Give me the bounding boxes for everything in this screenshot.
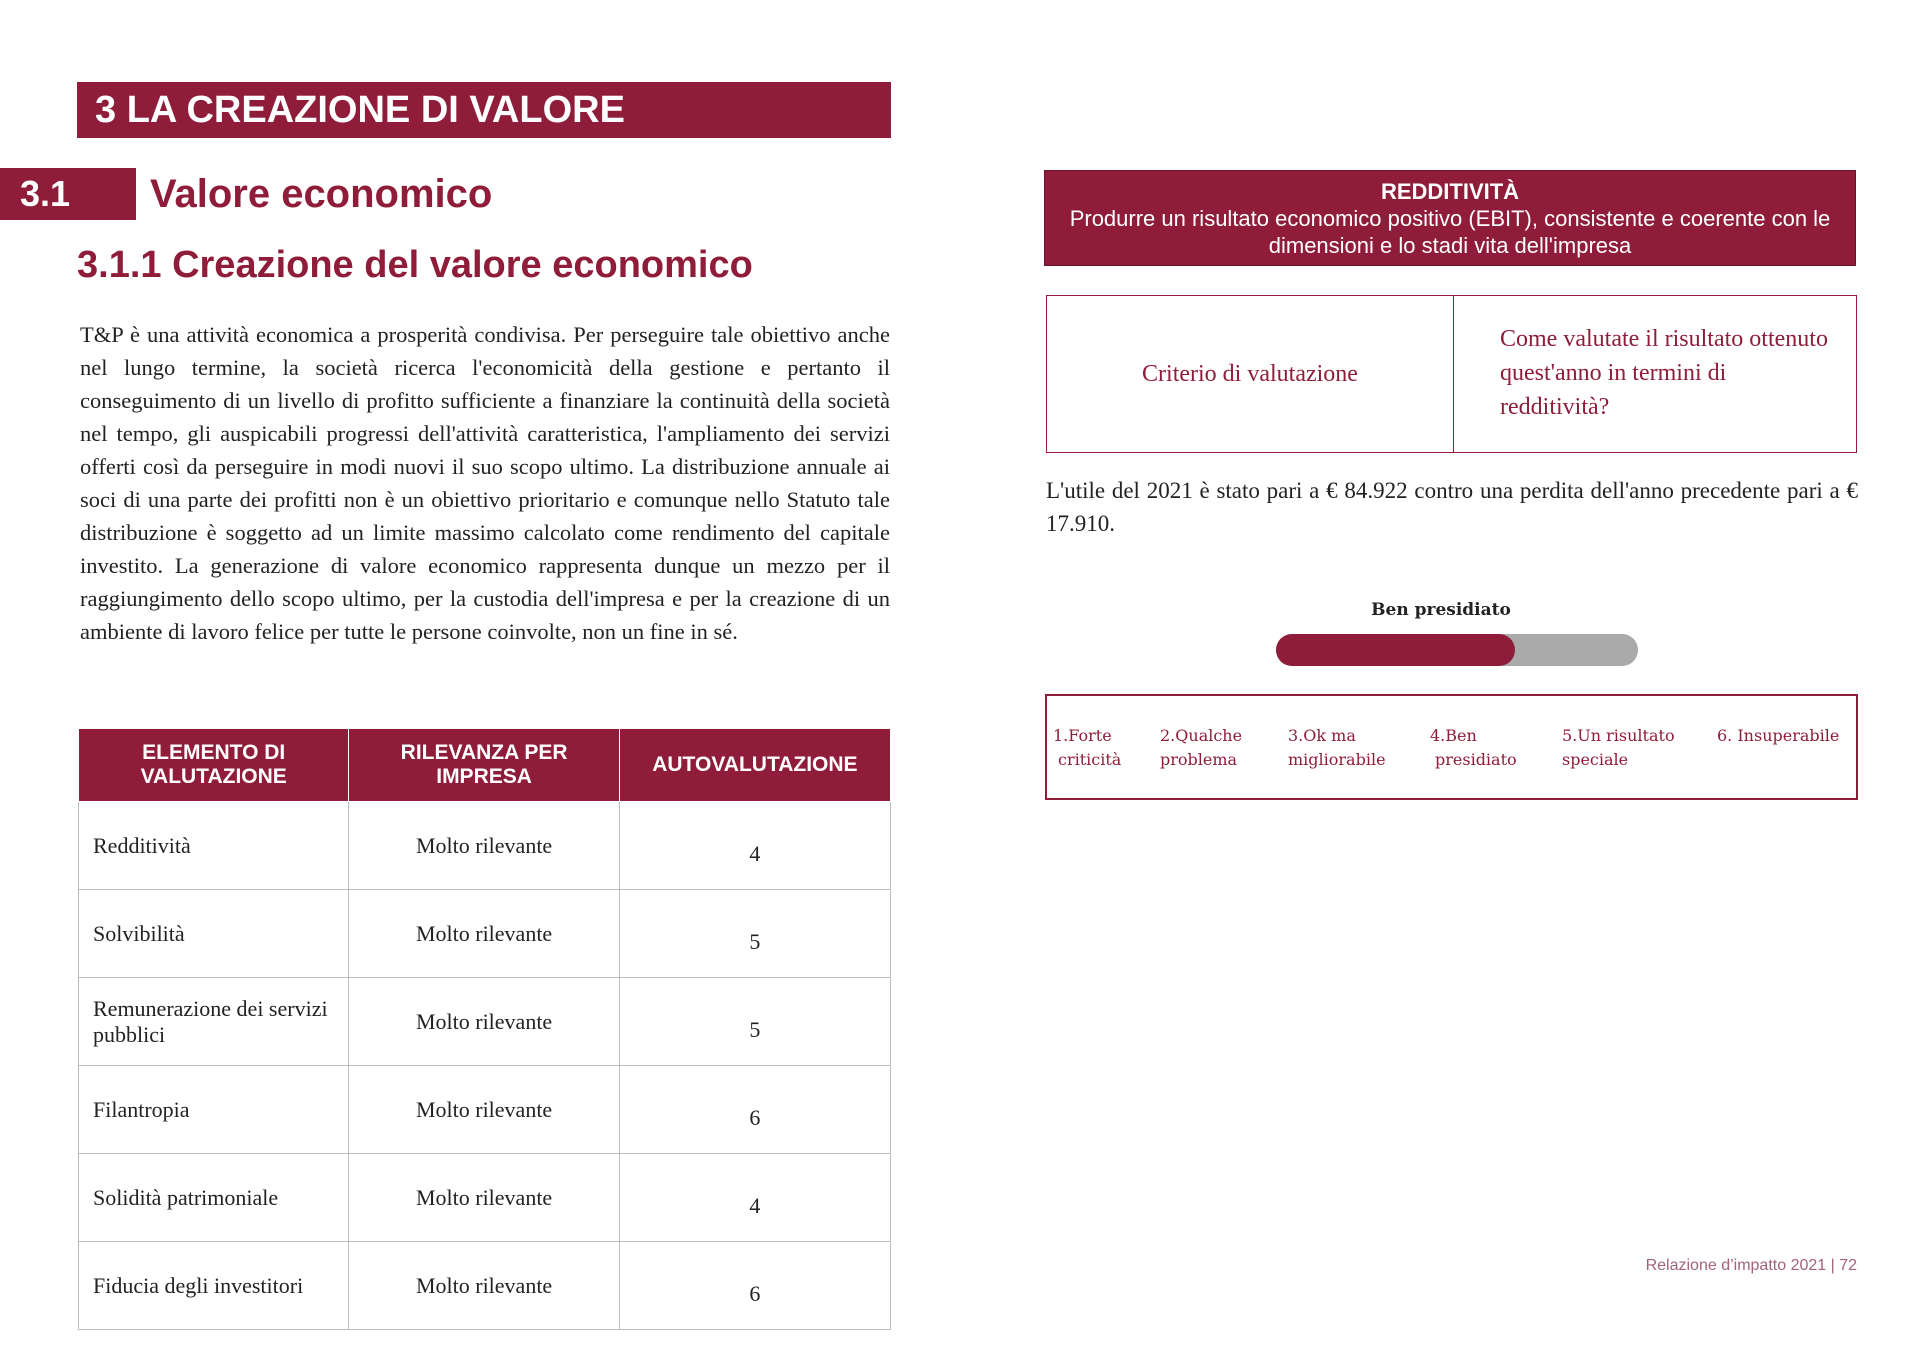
- section-number: 3.1: [0, 168, 136, 220]
- cell-element: Redditività: [79, 802, 349, 890]
- result-paragraph: L'utile del 2021 è stato pari a € 84.922 contro una perdita dell'anno precedente pari a € 17.910.: [1046, 478, 1858, 536]
- scale-item-line: migliorabile: [1288, 750, 1386, 769]
- scale-item-line: 2.Qualche: [1160, 726, 1243, 745]
- scale-item-line: 4.Ben: [1430, 726, 1477, 745]
- section-title: Valore economico: [150, 172, 493, 216]
- header-relevance: RILEVANZA PER IMPRESA: [349, 729, 619, 802]
- cell-element: Remunerazione dei servizi pubblici: [79, 978, 349, 1066]
- gauge-track: [1276, 634, 1638, 666]
- cell-relevance: Molto rilevante: [349, 1242, 619, 1330]
- table-row: [79, 1154, 891, 1242]
- scale-item-line: 1.Forte: [1053, 726, 1112, 745]
- scale-item-6: [1717, 724, 1839, 748]
- header-element: ELEMENTO DI VALUTAZIONE: [79, 729, 349, 802]
- chapter-title: 3 LA CREAZIONE DI VALORE: [77, 82, 891, 138]
- subsection-title: 3.1.1 Creazione del valore economico: [77, 244, 753, 286]
- scale-item-4: [1430, 724, 1517, 772]
- cell-score: 5: [619, 978, 890, 1066]
- scale-item-line: presidiato: [1435, 750, 1517, 769]
- scale-item-line: 6. Insuperabile: [1717, 726, 1840, 745]
- cell-relevance: Molto rilevante: [349, 802, 619, 890]
- criteria-question: Come valutate il risultato ottenuto quest'anno in termini di redditività?: [1500, 326, 1828, 420]
- cell-score: 6: [619, 1242, 890, 1330]
- cell-score: 5: [619, 890, 890, 978]
- cell-relevance: Molto rilevante: [349, 978, 619, 1066]
- cell-element: Solvibilità: [79, 890, 349, 978]
- evaluation-table: [78, 728, 891, 1330]
- scale-item-line: 5.Un risultato: [1562, 726, 1675, 745]
- cell-score: 6: [619, 1066, 890, 1154]
- table-row: [79, 1066, 891, 1154]
- table-row: [79, 1242, 891, 1330]
- scale-item-line: speciale: [1562, 750, 1629, 769]
- cell-relevance: Molto rilevante: [349, 1066, 619, 1154]
- goal-description: Produrre un risultato economico positivo (EBIT), consistente e coerente con le dimensioni e lo stadi vita dell'impresa: [1069, 206, 1831, 258]
- table-row: [79, 890, 891, 978]
- cell-element: Solidità patrimoniale: [79, 1154, 349, 1242]
- scale-item-line: problema: [1160, 750, 1238, 769]
- criteria-box: [1046, 295, 1857, 453]
- scale-item-3: [1288, 724, 1386, 772]
- cell-element: Fiducia degli investitori: [79, 1242, 349, 1330]
- scale-item-line: 3.Ok ma: [1288, 726, 1356, 745]
- cell-relevance: Molto rilevante: [349, 890, 619, 978]
- cell-score: 4: [619, 802, 890, 890]
- scale-item-line: criticità: [1058, 750, 1122, 769]
- header-self-assessment: AUTOVALUTAZIONE: [619, 729, 890, 802]
- cell-relevance: Molto rilevante: [349, 1154, 619, 1242]
- intro-paragraph: T&P è una attività economica a prosperità condivisa. Per perseguire tale obiettivo anche nel lungo termine, la società ricerca l'economicità della gestione e pertanto il conseguimento di un livello di profitto sufficiente a finanziare la continuità della società nel tempo, gli auspicabili progressi dell'attività caratteristica, l'ampliamento dei servizi offerti così da perseguire in modi nuovi il suo scopo ultimo. La distribuzione annuale ai soci di una parte dei profitti non è un obiettivo prioritario e comunque nello Statuto tale distribuzione è soggetto ad un limite massimo calcolato come rendimento del capitale investito. La generazione di valore economico rappresenta dunque un mezzo per il raggiungimento dello scopo ultimo, per la custodia dell'impresa e per la creazione di un ambiente di lavoro felice per tutte le persone coinvolte, non un fine in sé.: [80, 322, 890, 644]
- scale-item-1: [1053, 724, 1121, 772]
- goal-box: [1044, 170, 1856, 266]
- gauge-fill: [1276, 634, 1515, 666]
- criteria-label: Criterio di valutazione: [1047, 296, 1454, 452]
- rating-scale: [1045, 694, 1858, 800]
- table-row: [79, 802, 891, 890]
- scale-item-2: [1160, 724, 1242, 772]
- table-header-row: [79, 729, 891, 802]
- cell-score: 4: [619, 1154, 890, 1242]
- table-row: [79, 978, 891, 1066]
- gauge-label: Ben presidiato: [1371, 600, 1511, 620]
- page-footer: Relazione d’impatto 2021 | 72: [1645, 1257, 1857, 1274]
- cell-element: Filantropia: [79, 1066, 349, 1154]
- scale-item-5: [1562, 724, 1675, 772]
- goal-title: REDDITIVITÀ: [1380, 179, 1520, 204]
